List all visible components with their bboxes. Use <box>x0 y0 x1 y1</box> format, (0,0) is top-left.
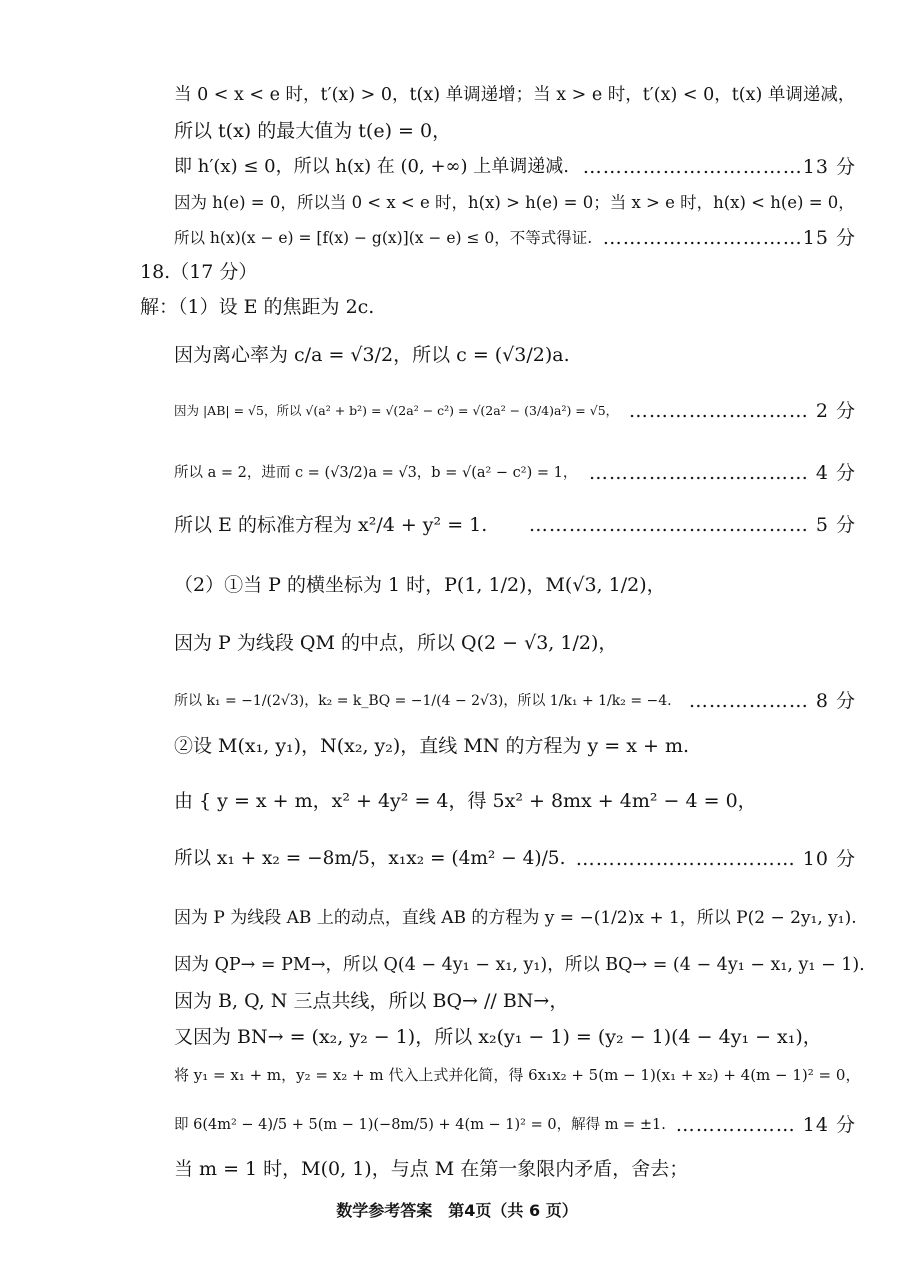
answer-sheet-page: 当 0 < x < e 时，t′(x) > 0，t(x) 单调递增；当 x > e 时，t′(x) < 0，t(x) 单调递减， 所以 t(x) 的最大值为 t(e) = 0， 即 h′(x) ≤ 0，所以 h(x) 在 (0, +∞) 上单调递减. ……………………………13 分 因为 h(e) = 0，所以当 0 < x < e 时，h(x) > h(e) = 0；当 x > e 时，h(x) < h(e) = 0， 所以 h(x)(x − e) = [f(x) − g(x)](x − e) ≤ 0，不等式得证. …………………………15 分 18.（17 分） 解：（1）设 E 的焦距为 2c. 因为离心率为 c/a = √3/2，所以 c = (√3/2)a. 因为 |AB| = √5，所以 √(a² + b²) = √(2a² − c²) = √(2a² − (3/4)a²) = √5， ……………………… 2 分 所以 a = 2，进而 c = (√3/2)a = √3，b = √(a² − c²) = 1， …………………………… 4 分 所以 E 的标准方程为 x²/4 + y² = 1. …………………………………… 5 分 （2）①当 P 的横坐标为 1 时，P(1, 1/2)，M(√3, 1/2)， 因为 P 为线段 QM 的中点，所以 Q(2 − √3, 1/2)， 所以 k₁ = −1/(2√3)，k₂ = k_BQ = −1/(4 − 2√3)，所以 1/k₁ + 1/k₂ = −4. ……………… 8 分 ②设 M(x₁, y₁)，N(x₂, y₂)，直线 MN 的方程为 y = x + m. 由 { y = x + m，x² + 4y² = 4，得 5x² + 8mx + 4m² − 4 = 0， 所以 x₁ + x₂ = −8m/5，x₁x₂ = (4m² − 4)/5. …………………………… 10 分 因为 P 为线段 AB 上的动点，直线 AB 的方程为 y = −(1/2)x + 1，所以 P(2 − 2y₁, y₁). 因为 QP→ = PM→，所以 Q(4 − 4y₁ − x₁, y₁)，所以 BQ→ = (4 − 4y₁ − x₁, y₁ − 1). 因为 B, Q, N 三点共线，所以 BQ→ // BN→， 又因为 BN→ = (x₂, y₂ − 1)，所以 x₂(y₁ − 1) = (y₂ − 1)(4 − 4y₁ − x₁)， 将 y₁ = x₁ + m，y₂ = x₂ + m 代入上式并化简，得 6x₁x₂ + 5(m − 1)(x₁ + x₂) + 4(m − 1)² = 0， 即 6(4m² − 4)/5 + 5(m − 1)(−8m/5) + 4(m − 1)² = 0，解得 m = ±1. ……………… 14 分 当 m = 1 时，M(0, 1)，与点 M 在第一象限内矛盾，舍去； 数学参考答案 第4页（共 6 页） <box>0 0 914 1280</box>
score-marker: …………………………… 4 分 <box>588 462 856 484</box>
score-marker: ……………… 8 分 <box>688 690 856 712</box>
score-marker: ……………………… 2 分 <box>628 400 856 422</box>
score-marker: …………………………………… 5 分 <box>528 514 856 536</box>
score-marker: ……………………………13 分 <box>582 156 856 178</box>
score-marker: …………………………15 分 <box>602 227 856 249</box>
score-marker: ……………… 14 分 <box>675 1114 856 1136</box>
page-footer: 数学参考答案 第4页（共 6 页） <box>336 1201 578 1220</box>
score-marker: …………………………… 10 分 <box>575 848 856 870</box>
